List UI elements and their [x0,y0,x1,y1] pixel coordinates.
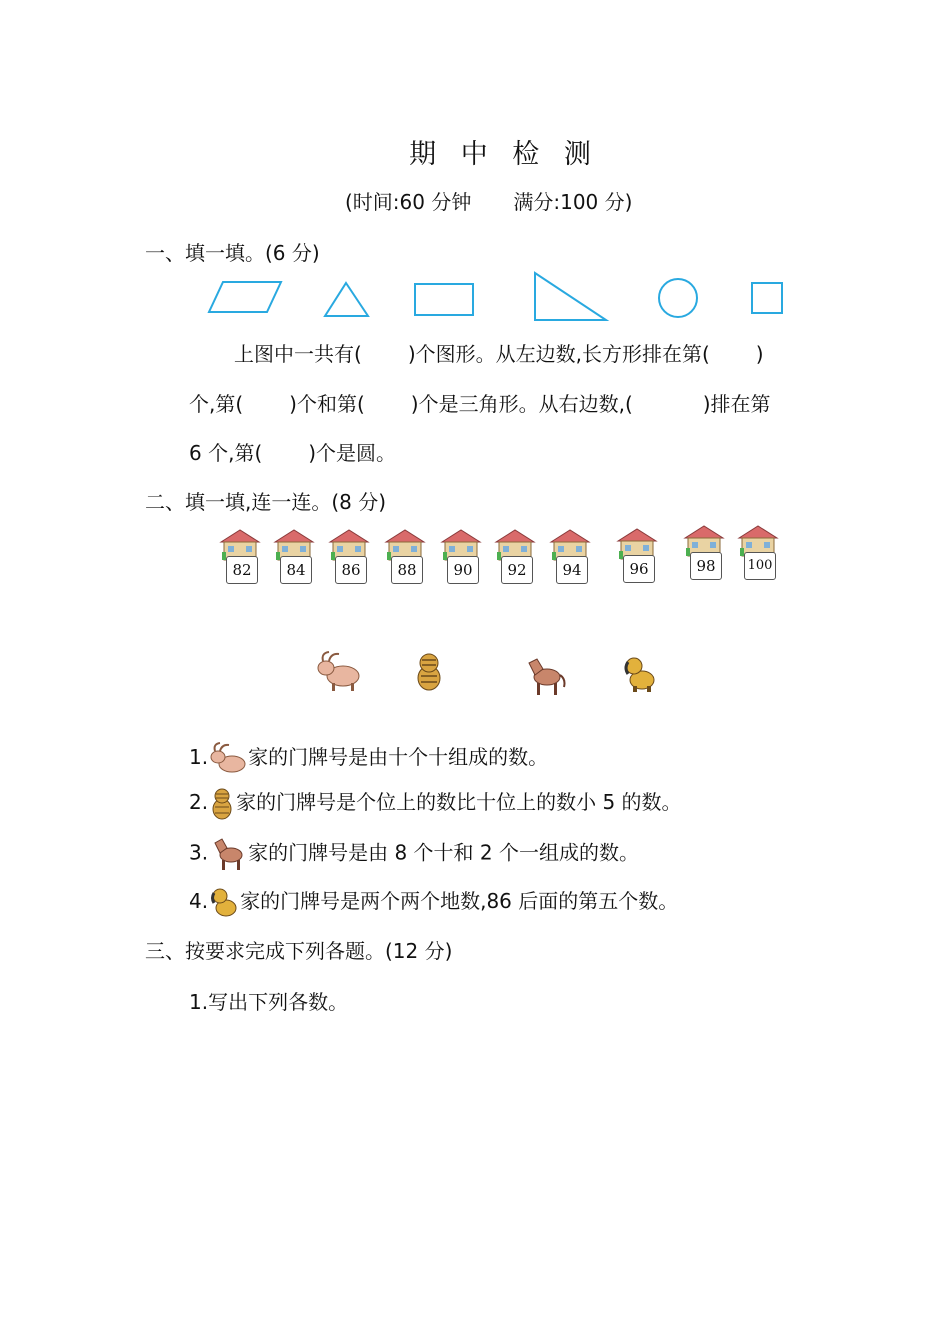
section-3-heading: 三、按要求完成下列各题。(12 分) [145,939,453,963]
house-number-plate: 94 [556,556,588,584]
triangle-icon [322,280,372,320]
list-item: 2. 家的门牌号是个位上的数比十位上的数小 5 的数。 [189,786,682,821]
house [683,524,725,582]
dog-icon [208,886,240,920]
horse-icon [208,836,248,872]
list-item: 4. 家的门牌号是两个两个地数,86 后面的第五个数。 [189,885,678,920]
list-item: 3. 家的门牌号是由 8 个十和 2 个一组成的数。 [189,836,639,872]
house [273,528,315,586]
house-number-plate: 100 [744,552,776,580]
parallelogram-icon [205,278,285,316]
house [219,528,261,586]
house-number-plate: 82 [226,556,258,584]
section-1-heading: 一、填一填。(6 分) [145,241,320,265]
question-1-line-1: 上图中一共有( )个图形。从左边数,长方形排在第( ) [234,342,764,366]
house-number-plate: 88 [391,556,423,584]
house-number-plate: 84 [280,556,312,584]
tiger-icon [208,787,236,821]
goat-icon [315,650,363,692]
house [494,528,536,586]
house-number-plate: 90 [447,556,479,584]
house [616,527,658,585]
house [737,524,779,582]
house [328,528,370,586]
page-title: 期 中 检 测 [409,139,599,170]
house-number-plate: 92 [501,556,533,584]
circle-icon [655,275,701,321]
sub-question-1: 1.写出下列各数。 [189,990,349,1014]
house-number-plate: 98 [690,552,722,580]
house [549,528,591,586]
horse-icon [521,655,567,697]
right-triangle-icon [531,270,611,324]
full-score: 满分:100 分) [513,190,633,214]
question-1-line-2: 个,第( )个和第( )个是三角形。从右边数,( )排在第 [189,392,771,416]
square-icon [749,280,787,316]
section-2-heading: 二、填一填,连一连。(8 分) [145,490,387,514]
dog-icon [620,654,660,694]
house [440,528,482,586]
house-number-plate: 86 [335,556,367,584]
house-number-plate: 96 [623,555,655,583]
exam-info [345,186,632,215]
house [384,528,426,586]
question-1-line-3: 6 个,第( )个是圆。 [189,441,397,465]
list-item: 1. 家的门牌号是由十个十组成的数。 [189,741,548,776]
tiger-icon [412,652,446,692]
goat-icon [208,742,248,776]
time-limit: (时间:60 分钟 [345,190,472,214]
rectangle-icon [412,281,478,319]
